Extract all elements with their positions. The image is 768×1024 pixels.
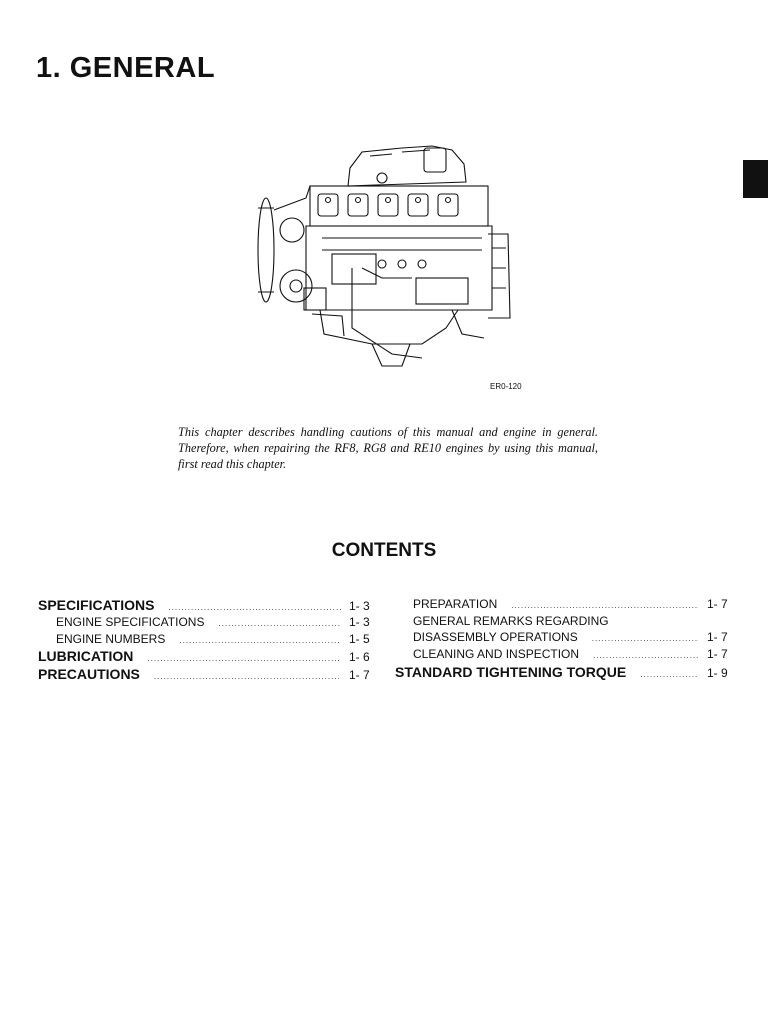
toc-entry-label: SPECIFICATIONS <box>38 597 155 613</box>
toc-leader-dots <box>147 654 341 663</box>
toc-leader-dots <box>592 634 699 643</box>
toc-entry-label: PRECAUTIONS <box>38 666 140 683</box>
toc-left-column <box>38 597 375 684</box>
toc-entry-label: STANDARD TIGHTENING TORQUE <box>395 663 627 680</box>
toc-entry-label: ENGINE SPECIFICATIONS <box>56 615 205 629</box>
toc-entry[interactable] <box>395 647 733 664</box>
engine-illustration-icon <box>252 138 516 374</box>
toc-entry[interactable] <box>38 666 375 684</box>
contents-heading: CONTENTS <box>331 540 437 561</box>
toc-leader-dots <box>218 619 341 628</box>
chapter-tab-marker <box>743 160 768 198</box>
toc-entry-page: 1- 7 <box>349 668 370 683</box>
toc-entry-page: 1- 3 <box>349 599 370 613</box>
toc-leader-dots <box>593 651 699 660</box>
toc-entry-label: PREPARATION <box>413 597 498 611</box>
intro-paragraph: This chapter describes handling cautions of this manual and engine in general. Therefore, when repairing the RF8, RG8 and RE10 engines by using this manual, first read this chapter. <box>178 425 598 471</box>
figure-code: ER0-120 <box>490 382 522 391</box>
toc-entry-page: 1- 5 <box>349 631 370 646</box>
toc-entry-page: 1- 9 <box>707 665 728 680</box>
toc-entry[interactable] <box>395 664 733 682</box>
toc-entry-page: 1- 7 <box>707 597 728 611</box>
toc-entry-page: 1- 6 <box>349 650 370 665</box>
toc-entry[interactable] <box>38 648 375 666</box>
toc-entry-page: 1- 7 <box>707 630 728 645</box>
toc-entry <box>395 614 733 631</box>
toc-leader-dots <box>179 636 341 645</box>
toc-entry[interactable] <box>395 630 733 647</box>
toc-entry-page: 1- 7 <box>707 647 728 662</box>
toc-entry-label: LUBRICATION <box>38 648 134 665</box>
toc-entry-label: ENGINE NUMBERS <box>56 631 166 646</box>
toc-entry-label: CLEANING AND INSPECTION <box>413 647 580 662</box>
toc-entry[interactable] <box>38 632 375 649</box>
toc-leader-dots <box>640 670 699 679</box>
toc-leader-dots <box>511 601 699 610</box>
toc-entry-label: DISASSEMBLY OPERATIONS <box>413 630 578 645</box>
toc-leader-dots <box>154 672 341 681</box>
toc-entry[interactable] <box>395 597 733 614</box>
toc-leader-dots <box>168 603 341 612</box>
toc-right-column <box>395 597 733 682</box>
toc-entry[interactable] <box>38 597 375 615</box>
toc-entry-page: 1- 3 <box>349 615 370 629</box>
toc-entry[interactable] <box>38 615 375 632</box>
page-title: 1. GENERAL <box>36 52 216 84</box>
toc-entry-label: GENERAL REMARKS REGARDING <box>413 613 609 628</box>
